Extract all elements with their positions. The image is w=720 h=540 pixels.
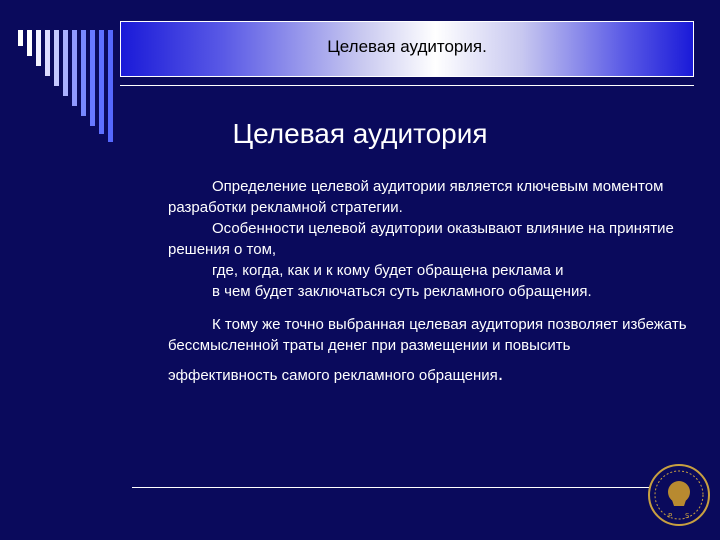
footer-divider [132, 487, 692, 488]
paragraph: где, когда, как и к кому будет обращена реклама и [212, 262, 564, 279]
emblem-letter-s: S [685, 512, 690, 520]
paragraph-period: . [497, 363, 504, 385]
emblem-letter-p: P [668, 512, 673, 520]
emblem-logo [646, 462, 712, 528]
header-title: Целевая аудитория. [327, 37, 487, 56]
paragraph: в чем будет заключаться суть рекламного обращения. [212, 283, 592, 300]
slide-header [120, 21, 694, 77]
paragraph: К тому же точно выбранная целевая аудитория позволяет избежать бессмысленной траты денег при размещении и повысить [168, 316, 687, 354]
paragraph: Определение целевой аудитории является ключевым моментом разработки рекламной стратегии. [168, 178, 664, 216]
paragraph [168, 364, 688, 386]
slide-body [168, 176, 688, 386]
paragraph-text: эффективность самого рекламного обращения [168, 367, 498, 384]
paragraph: Особенности целевой аудитории оказывают влияние на принятие решения о том, [168, 220, 674, 258]
slide-title: Целевая аудитория [232, 118, 488, 149]
emblem-icon [646, 462, 712, 528]
header-divider [120, 85, 694, 86]
